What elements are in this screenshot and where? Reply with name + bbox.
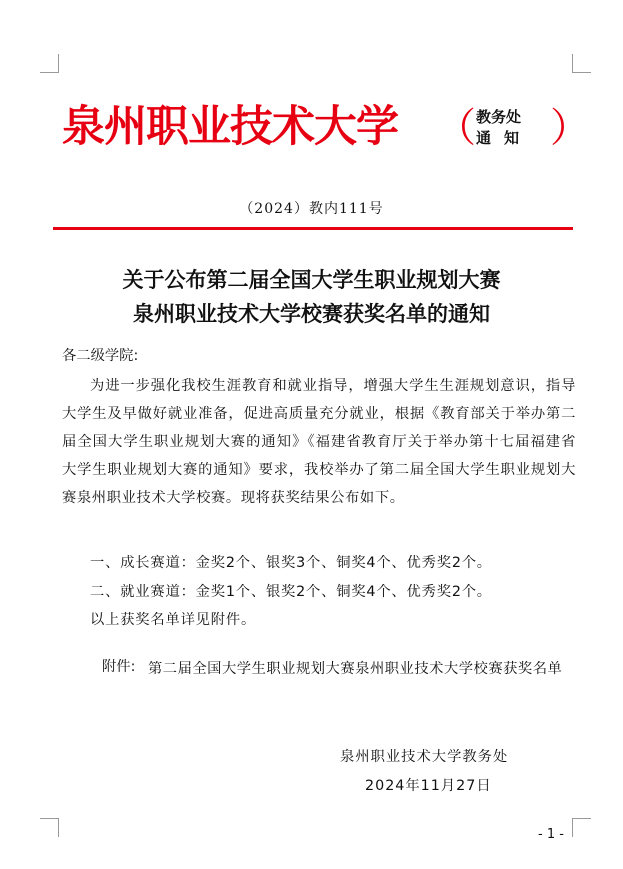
organization-name: 泉州职业技术大学	[62, 102, 398, 152]
department-label	[476, 107, 532, 149]
body-paragraph: 为进一步强化我校生涯教育和就业指导，增强大学生生涯规划意识，指导大学生及早做好就业准备，促进高质量充分就业，根据《教育部关于举办第二届全国大学生职业规划大赛的通知》《福建省教育厅关于举办第十七届福建省大学生职业规划大赛的通知》要求，我校举办了第二届全国大学生职业规划大赛泉州职业技术大学校赛。现将获奖结果公布如下。	[62, 378, 576, 506]
page-number: - 1 -	[538, 827, 564, 842]
corner-mark-top-right	[572, 54, 591, 73]
corner-mark-top-left	[40, 54, 59, 73]
attachment-reference: 以上获奖名单详见附件。	[90, 612, 257, 628]
document-title-line2: 泉州职业技术大学校赛获奖名单的通知	[133, 302, 490, 326]
department-name: 教务处	[476, 108, 522, 126]
attachment-title: 第二届全国大学生职业规划大赛泉州职业技术大学校赛获奖名单	[148, 661, 563, 677]
red-divider-line	[53, 227, 573, 230]
notice-label: 通知	[476, 129, 533, 147]
result-item-growth-track: 一、成长赛道：金奖2个、银奖3个、铜奖4个、优秀奖2个。	[90, 555, 492, 571]
document-title-line1: 关于公布第二届全国大学生职业规划大赛	[122, 268, 501, 292]
attachment-label: 附件:	[102, 659, 136, 675]
document-number: （2024）教内111号	[239, 201, 384, 217]
result-item-employment-track: 二、就业赛道：金奖1个、银奖2个、铜奖4个、优秀奖2个。	[90, 584, 492, 600]
issuer-signature: 泉州职业技术大学教务处	[340, 749, 509, 765]
salutation: 各二级学院:	[62, 348, 139, 364]
header-paren-left: （	[436, 105, 476, 151]
corner-mark-bottom-right	[572, 818, 591, 837]
corner-mark-bottom-left	[40, 818, 59, 837]
issue-date: 2024年11月27日	[365, 778, 492, 794]
header-paren-right: ）	[550, 105, 590, 151]
